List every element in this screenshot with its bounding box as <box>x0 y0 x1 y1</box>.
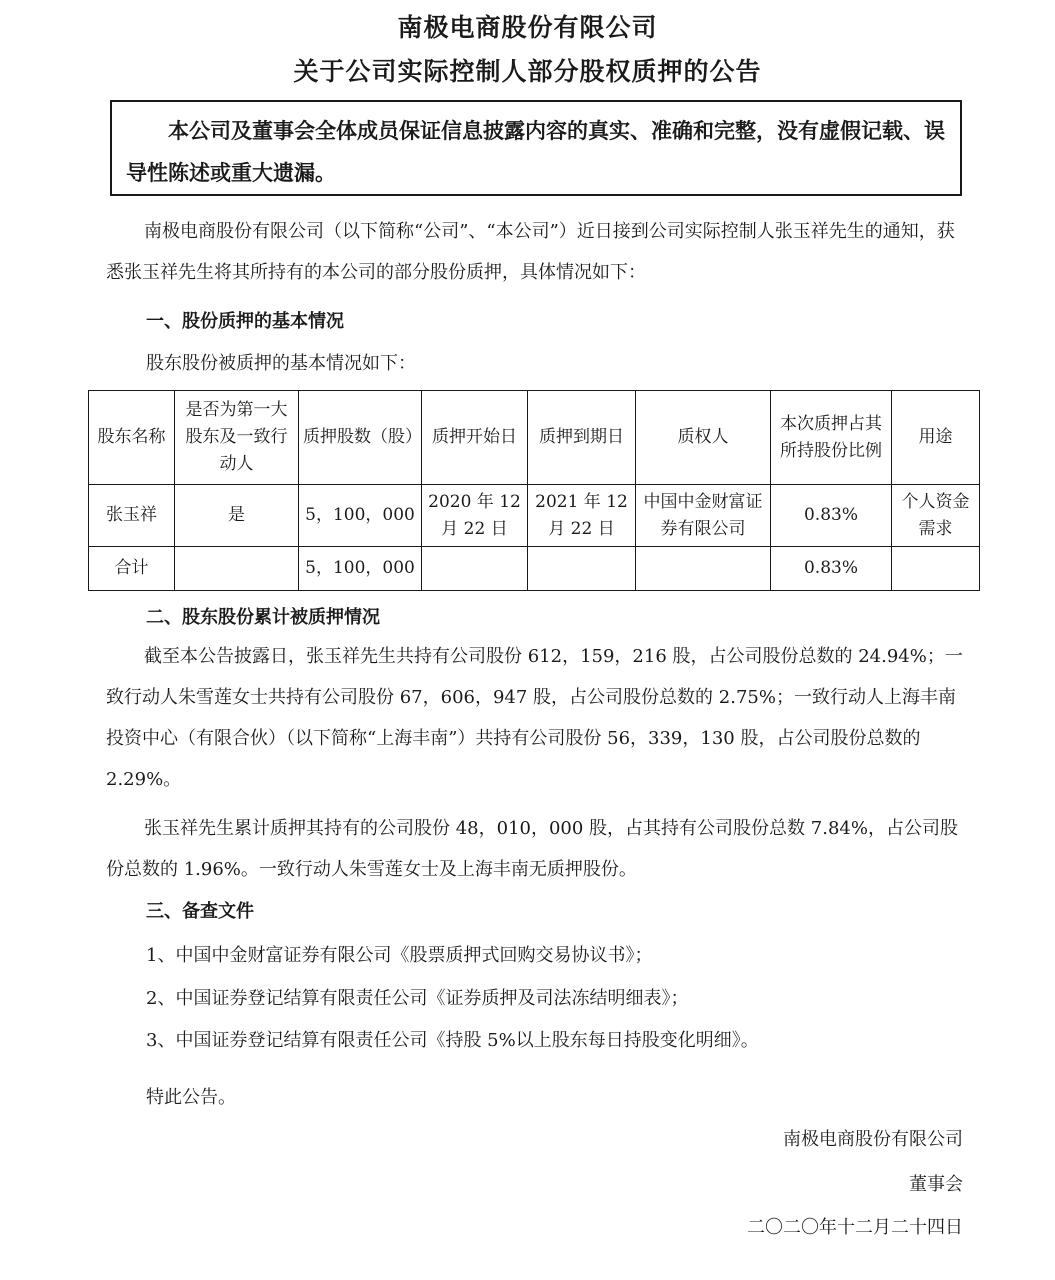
table-cell: 5，100，000 <box>299 485 422 547</box>
signature-company: 南极电商股份有限公司 <box>783 1129 963 1150</box>
table-cell: 2020 年 12 月 22 日 <box>422 485 528 547</box>
table-cell: 0.83% <box>771 547 892 591</box>
intro-paragraph: 南极电商股份有限公司（以下简称“公司”、“本公司”）近日接到公司实际控制人张玉祥先生的通知，获悉张玉祥先生将其所持有的本公司的部分股份质押，具体情况如下： <box>106 221 955 283</box>
table-cell <box>422 547 528 591</box>
section-1-lead: 股东股份被质押的基本情况如下： <box>146 353 416 374</box>
document-item: 3、中国证券登记结算有限责任公司《持股 5%以上股东每日持股变化明细》。 <box>146 1030 759 1051</box>
header-cell: 质押开始日 <box>422 391 528 485</box>
section-1-heading: 一、股份质押的基本情况 <box>146 311 344 332</box>
table-cell: 中国中金财富证券有限公司 <box>636 485 771 547</box>
disclaimer-box: 本公司及董事会全体成员保证信息披露内容的真实、准确和完整，没有虚假记载、误导性陈述或重大遗漏。 <box>110 100 962 196</box>
table-row <box>89 485 980 547</box>
document-item: 1、中国中金财富证券有限公司《股票质押式回购交易协议书》； <box>146 945 653 966</box>
signature-date: 二〇二〇年十二月二十四日 <box>747 1217 963 1238</box>
table-cell: 2021 年 12 月 22 日 <box>528 485 636 547</box>
table-cell: 5，100，000 <box>299 547 422 591</box>
holdings-paragraph: 截至本公告披露日，张玉祥先生共持有公司股份 612，159，216 股，占公司股份总数的 24.94%；一致行动人朱雪莲女士共持有公司股份 67，606，947 股，占公司股份总数的 2.75%；一致行动人上海丰南投资中心（有限合伙）（以下简称“上海丰南”）共持有公司股份 56，339，130 股，占公司股份总数的 2.29%。 <box>106 646 963 790</box>
table-cell <box>528 547 636 591</box>
table-cell: 个人资金需求 <box>892 485 980 547</box>
table-cell <box>636 547 771 591</box>
header-cell: 用途 <box>892 391 980 485</box>
signature-board: 董事会 <box>909 1174 963 1195</box>
header-cell: 质押到期日 <box>528 391 636 485</box>
table-cell: 合计 <box>89 547 175 591</box>
section-2-heading: 二、股东股份累计被质押情况 <box>146 607 380 628</box>
header-cell: 质押股数（股） <box>299 391 422 485</box>
table-cell: 0.83% <box>771 485 892 547</box>
header-cell: 质权人 <box>636 391 771 485</box>
section-3-heading: 三、备查文件 <box>146 901 254 922</box>
header-cell: 股东名称 <box>89 391 175 485</box>
table-cell: 张玉祥 <box>89 485 175 547</box>
table-cell <box>175 547 299 591</box>
table-cell: 是 <box>175 485 299 547</box>
table-cell <box>892 547 980 591</box>
announcement-title: 关于公司实际控制人部分股权质押的公告 <box>293 57 762 86</box>
table-header-row <box>89 391 980 485</box>
header-cell: 是否为第一大股东及一致行动人 <box>175 391 299 485</box>
pledge-total-paragraph: 张玉祥先生累计质押其持有的公司股份 48，010，000 股，占其持有公司股份总数 7.84%，占公司股份总数的 1.96%。一致行动人朱雪莲女士及上海丰南无质押股份。 <box>106 818 958 880</box>
header-cell: 本次质押占其所持股份比例 <box>771 391 892 485</box>
pledge-table <box>88 390 980 591</box>
document-item: 2、中国证券登记结算有限责任公司《证券质押及司法冻结明细表》； <box>146 988 689 1009</box>
company-title: 南极电商股份有限公司 <box>397 13 658 42</box>
closing-text: 特此公告。 <box>146 1087 236 1108</box>
table-total-row <box>89 547 980 591</box>
